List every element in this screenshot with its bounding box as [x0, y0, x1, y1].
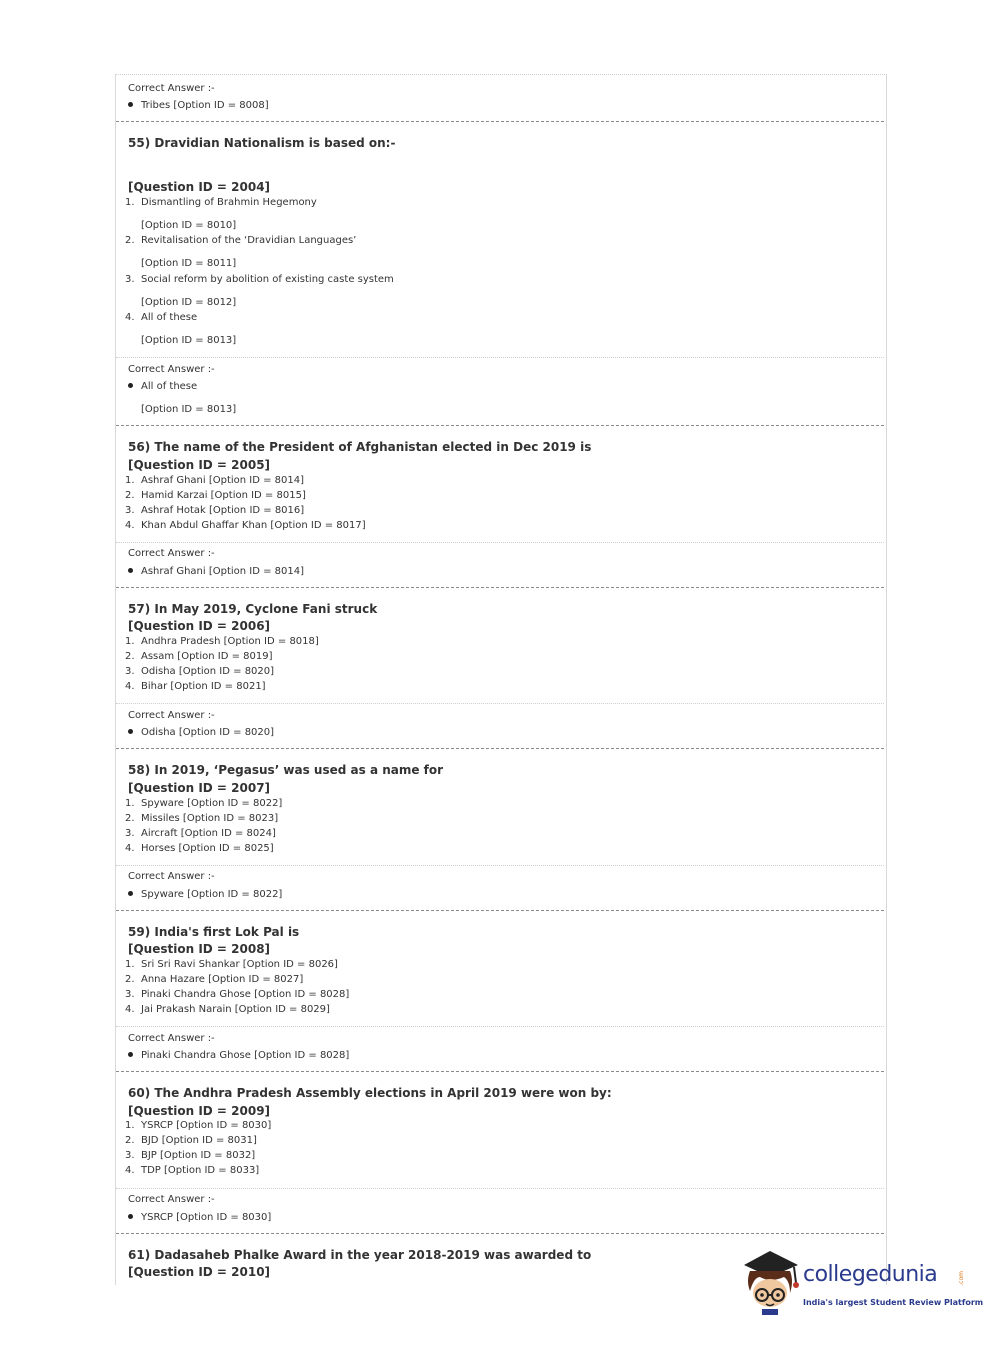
- option-item: 1. Spyware [Option ID = 8022]: [125, 798, 283, 809]
- option-item: 2. Anna Hazare [Option ID = 8027]: [125, 974, 304, 985]
- logo-domain-suffix: .com: [958, 1271, 965, 1286]
- correct-answer-label: Correct Answer :-: [128, 364, 215, 375]
- option-item: 4. Horses [Option ID = 8025]: [125, 843, 274, 854]
- answer-divider: [116, 542, 884, 543]
- correct-answer-label: Correct Answer :-: [128, 83, 215, 94]
- bullet-icon: [128, 1052, 133, 1057]
- question-separator: [116, 1071, 884, 1072]
- correct-answer-label: Correct Answer :-: [128, 710, 215, 721]
- bullet-icon: [128, 1214, 133, 1219]
- question-id: [Question ID = 2006]: [128, 619, 271, 633]
- bullet-icon: [128, 383, 133, 388]
- option-item: 4. Bihar [Option ID = 8021]: [125, 681, 266, 692]
- option-id: [Option ID = 8013]: [141, 335, 237, 346]
- bullet-icon: [128, 568, 133, 573]
- question-title: 58) In 2019, ‘Pegasus’ was used as a name for: [128, 763, 444, 777]
- question-title: 59) India's first Lok Pal is: [128, 925, 300, 939]
- logo-wordmark: collegedunia: [803, 1262, 938, 1287]
- question-id: [Question ID = 2010]: [128, 1265, 271, 1279]
- option-id: [Option ID = 8011]: [141, 258, 237, 269]
- question-separator: [116, 748, 884, 749]
- option-item: 3. Pinaki Chandra Ghose [Option ID = 8028]: [125, 989, 350, 1000]
- option-item: 4. Khan Abdul Ghaffar Khan [Option ID = 8017]: [125, 520, 366, 531]
- answer-divider: [116, 703, 884, 704]
- correct-answer-label: Correct Answer :-: [128, 1033, 215, 1044]
- option-item: 4. All of these: [125, 312, 198, 323]
- option-item: 3. Ashraf Hotak [Option ID = 8016]: [125, 505, 305, 516]
- question-separator: [116, 425, 884, 426]
- correct-answer-item: Odisha [Option ID = 8020]: [128, 727, 274, 738]
- bullet-icon: [128, 891, 133, 896]
- question-id: [Question ID = 2007]: [128, 781, 271, 795]
- correct-answer-label: Correct Answer :-: [128, 548, 215, 559]
- option-item: 3. BJP [Option ID = 8032]: [125, 1150, 256, 1161]
- option-item: 3. Odisha [Option ID = 8020]: [125, 666, 275, 677]
- question-separator: [116, 587, 884, 588]
- correct-answer-label: Correct Answer :-: [128, 1194, 215, 1205]
- mascot-icon: [740, 1247, 804, 1317]
- correct-answer-item: Pinaki Chandra Ghose [Option ID = 8028]: [128, 1050, 349, 1061]
- question-title: 60) The Andhra Pradesh Assembly elections in April 2019 were won by:: [128, 1086, 612, 1100]
- question-title: 61) Dadasaheb Phalke Award in the year 2018-2019 was awarded to: [128, 1248, 592, 1262]
- question-id: [Question ID = 2009]: [128, 1104, 271, 1118]
- question-separator: [116, 910, 884, 911]
- option-item: 3. Social reform by abolition of existing caste system: [125, 274, 394, 285]
- option-item: 2. Hamid Karzai [Option ID = 8015]: [125, 490, 306, 501]
- bullet-icon: [128, 729, 133, 734]
- option-id: [Option ID = 8010]: [141, 220, 237, 231]
- question-id: [Question ID = 2004]: [128, 180, 271, 194]
- bullet-icon: [128, 102, 133, 107]
- logo-tagline: India's largest Student Review Platform: [803, 1298, 984, 1307]
- option-item: 1. Dismantling of Brahmin Hegemony: [125, 197, 317, 208]
- option-id: [Option ID = 8013]: [141, 404, 237, 415]
- option-item: 3. Aircraft [Option ID = 8024]: [125, 828, 276, 839]
- answer-divider: [116, 1026, 884, 1027]
- option-item: 2. BJD [Option ID = 8031]: [125, 1135, 257, 1146]
- question-separator: [116, 121, 884, 122]
- option-item: 2. Assam [Option ID = 8019]: [125, 651, 273, 662]
- question-id: [Question ID = 2008]: [128, 942, 271, 956]
- question-id: [Question ID = 2005]: [128, 458, 271, 472]
- option-item: 4. Jai Prakash Narain [Option ID = 8029]: [125, 1004, 330, 1015]
- correct-answer-item: All of these: [128, 381, 197, 392]
- answer-divider: [116, 865, 884, 866]
- answer-divider: [116, 1188, 884, 1189]
- option-item: 1. Ashraf Ghani [Option ID = 8014]: [125, 475, 305, 486]
- correct-answer-item: Ashraf Ghani [Option ID = 8014]: [128, 566, 304, 577]
- correct-answer-label: Correct Answer :-: [128, 871, 215, 882]
- option-item: 4. TDP [Option ID = 8033]: [125, 1165, 260, 1176]
- option-id: [Option ID = 8012]: [141, 297, 237, 308]
- option-item: 1. YSRCP [Option ID = 8030]: [125, 1120, 272, 1131]
- correct-answer-item: YSRCP [Option ID = 8030]: [128, 1212, 271, 1223]
- correct-answer-item: Tribes [Option ID = 8008]: [128, 100, 269, 111]
- question-title: 56) The name of the President of Afghanistan elected in Dec 2019 is: [128, 440, 592, 454]
- answer-divider: [116, 357, 884, 358]
- question-title: 57) In May 2019, Cyclone Fani struck: [128, 602, 378, 616]
- correct-answer-item: Spyware [Option ID = 8022]: [128, 889, 282, 900]
- option-item: 2. Missiles [Option ID = 8023]: [125, 813, 279, 824]
- question-separator: [116, 1233, 884, 1234]
- option-item: 1. Andhra Pradesh [Option ID = 8018]: [125, 636, 319, 647]
- option-item: 1. Sri Sri Ravi Shankar [Option ID = 8026]: [125, 959, 338, 970]
- question-title: 55) Dravidian Nationalism is based on:-: [128, 136, 396, 150]
- option-item: 2. Revitalisation of the ‘Dravidian Languages’: [125, 235, 357, 246]
